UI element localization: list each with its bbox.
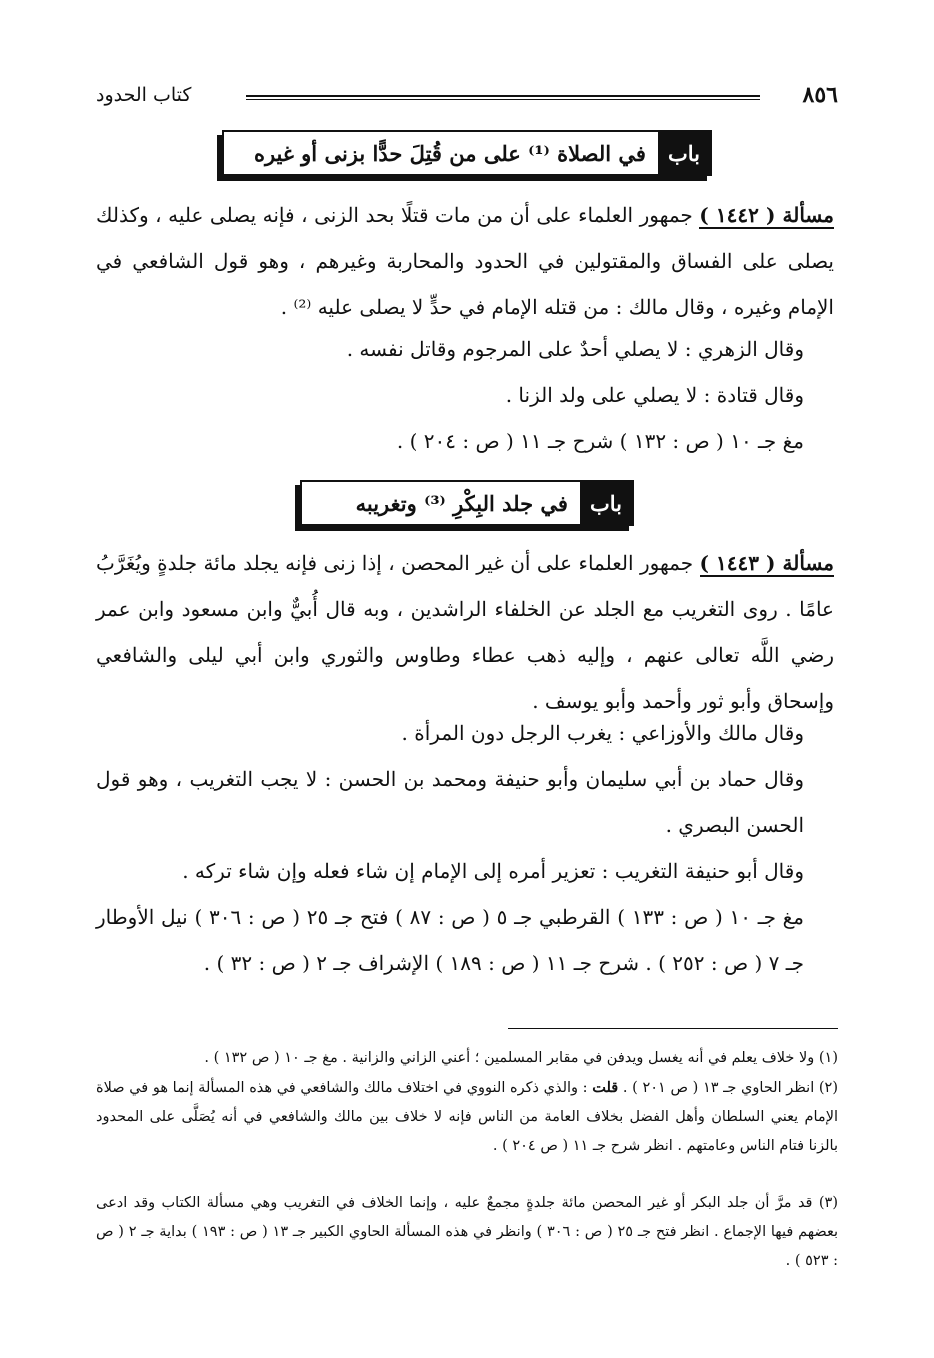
chapter-title: في جلد البِكْرِ ⁽³⁾ وتغريبه xyxy=(355,490,568,516)
chapter-heading-2 xyxy=(300,480,634,526)
masala-1443 xyxy=(96,540,834,724)
footnote-2-label: قلت xyxy=(592,1079,619,1096)
footnote-3: (٣) قد مرَّ أن جلد البكر أو غير المحصن مائة جلدةٍ مجمعٌ عليه ، وإنما الخلاف في التغريب وهي مسألة الكتاب وقد ادعى بعضهم فيها الإجماع . انظر فتح جـ ٢٥ ( ص : ٣٠٦ ) وانظر في هذه المسألة الحاوي الكبير جـ ١٣ ( ص : ١٩٣ ) بداية جـ ٢ ( ص : ٥٢٣ ) . xyxy=(96,1195,839,1269)
masala-1442 xyxy=(96,192,834,330)
masala-text: جمهور العلماء على أن غير المحصن ، إذا زنى فإنه يجلد مائة جلدةٍ ويُغَرَّبُ عامًا . روى التغريب مع الجلد عن الخلفاء الراشدين ، وبه قال أُبيٌّ وابن مسعود وابن عمر رضي اللَّه تعالى عنهم ، وإليه ذهب عطاء وطاوس والثوري وابن أبي ليلى والشافعي وإسحاق وأبو ثور وأحمد وأبو يوسف . xyxy=(96,551,834,713)
references-1: مغ جـ ١٠ ( ص : ١٣٢ ) شرح جـ ١١ ( ص : ٢٠٤ ) . xyxy=(396,429,804,453)
chapter-label: باب xyxy=(658,132,710,174)
footnote-2 xyxy=(96,1073,838,1161)
footnote-2-ref: (٢) انظر الحاوي جـ ١٣ ( ص ٢٠١ ) . xyxy=(622,1080,839,1096)
book-title: كتاب الحدود xyxy=(96,84,192,106)
footnote-1: (١) ولا خلاف يعلم في أنه يغسل ويدفن في مقابر المسلمين ؛ أعني الزاني والزانية . مغ جـ ١٠ ( ص ١٣٢ ) . xyxy=(204,1050,838,1066)
footnote-2-text: : والذي ذكره النووي في اختلاف مالك والشافعي في هذه المسألة إنما هو في صلاة الإمام يعني السلطان وأهل الفضل بخلاف العامة من الناس فإنه لا خلاف بين مالك والشافعي في أنه يُصَلَّى على المحدود بالزنا فتام الناس وعامتهم . انظر شرح جـ ١١ ( ص ٢٠٤ ) . xyxy=(96,1080,838,1154)
chapter-title: في الصلاة ⁽¹⁾ على من قُتِلَ حدًّا بزنى أو غيره xyxy=(253,140,646,166)
footnote-rule xyxy=(508,1028,838,1029)
masala-label: مسألة ( ١٤٤٣ ) xyxy=(699,551,834,575)
quote-abuhanifa: وقال أبو حنيفة التغريب : تعزير أمره إلى الإمام إن شاء فعله وإن شاء تركه . xyxy=(182,859,804,883)
chapter-heading-1 xyxy=(222,130,712,176)
quote-zuhri: وقال الزهري : لا يصلي أحدٌ على المرجوم وقاتل نفسه . xyxy=(346,337,804,361)
quote-malik: وقال مالك والأوزاعي : يغرب الرجل دون المرأة . xyxy=(401,721,804,745)
page-number: ٨٥٦ xyxy=(802,82,838,108)
header-rule xyxy=(246,95,760,100)
quote-hammad: وقال حماد بن أبي سليمان وأبو حنيفة ومحمد بن الحسن : لا يجب التغريب ، وهو قول الحسن البصري . xyxy=(96,767,804,837)
references-2: مغ جـ ١٠ ( ص : ١٣٣ ) القرطبي جـ ٥ ( ص : ٨٧ ) فتح جـ ٢٥ ( ص : ٣٠٦ ) نيل الأوطار جـ ٧ ( ص : ٢٥٢ ) . شرح جـ ١١ ( ص : ١٨٩ ) الإشراف جـ ٢ ( ص : ٣٢ ) . xyxy=(96,905,804,975)
chapter-label: باب xyxy=(580,482,632,524)
masala-text: جمهور العلماء على أن من مات قتلًا بحد الزنى ، فإنه يصلى عليه ، وكذلك يصلى على الفساق والمقتولين في الحدود والمحاربة وغيرهم ، وهو قول الشافعي في الإمام وغيره ، وقال مالك : من قتله الإمام في حدٍّ لا يصلى عليه ⁽²⁾ . xyxy=(96,203,834,319)
masala-label: مسألة ( ١٤٤٢ ) xyxy=(699,203,834,227)
quote-qatada: وقال قتادة : لا يصلي على ولد الزنا . xyxy=(505,383,804,407)
page-header xyxy=(96,82,838,112)
